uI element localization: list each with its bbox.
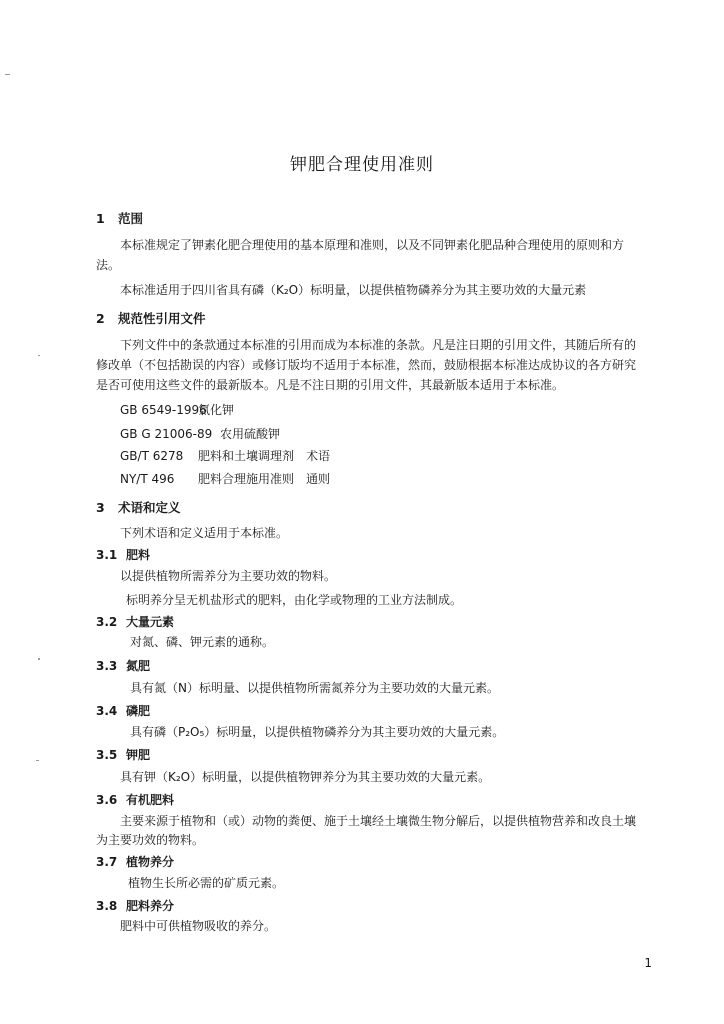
term-heading: [96, 613, 174, 630]
scan-mark: [36, 760, 39, 761]
paragraph-line: 法。: [96, 258, 121, 272]
reference-name: 农用硫酸钾: [220, 427, 281, 441]
term-definition: 植物生长所必需的矿质元素。: [128, 876, 285, 890]
term-title: 肥料: [126, 548, 151, 562]
paragraph-line: 下列文件中的条款通过本标准的引用而成为本标准的条款。凡是注日期的引用文件，其随后所有的: [120, 338, 637, 352]
term-heading: [96, 791, 174, 808]
term-definition: 以提供植物所需养分为主要功效的物料。: [120, 569, 337, 583]
term-heading: [96, 657, 150, 674]
term-definition: 对氮、磷、钾元素的通称。: [130, 635, 275, 649]
term-heading: [96, 546, 150, 563]
reference-item: [120, 401, 234, 418]
section-number: 1: [96, 211, 105, 226]
term-heading: [96, 853, 174, 870]
term-title: 植物养分: [126, 855, 175, 869]
term-number: 3.3: [96, 659, 118, 673]
term-definition: 主要来源于植物和（或）动物的粪便、施于土壤经土壤微生物分解后，以提供植物营养和改良土壤: [120, 814, 637, 828]
term-title: 磷肥: [126, 704, 151, 718]
section-heading: [96, 498, 181, 516]
scan-mark: [38, 355, 40, 356]
section-number: 3: [96, 500, 105, 515]
section-heading: [96, 209, 143, 227]
term-title: 氮肥: [126, 659, 151, 673]
section-title: 范围: [118, 211, 144, 226]
term-heading: [96, 746, 150, 763]
term-definition: 具有钾（K₂O）标明量，以提供植物钾养分为其主要功效的大量元素。: [120, 770, 491, 784]
reference-item: [120, 425, 280, 442]
term-definition: 具有磷（P₂O₅）标明量，以提供植物磷养分为其主要功效的大量元素。: [130, 725, 505, 739]
term-number: 3.7: [96, 855, 118, 869]
reference-name: 肥料合理施用准则 通则: [198, 472, 331, 486]
section-heading: [96, 309, 206, 327]
term-title: 肥料养分: [126, 899, 175, 913]
term-number: 3.6: [96, 793, 118, 807]
reference-name: 肥料和土壤调理剂 术语: [198, 449, 331, 463]
section-title: 术语和定义: [118, 500, 181, 515]
term-number: 3.5: [96, 748, 118, 762]
term-definition: 为主要功效的物料。: [96, 833, 205, 847]
term-number: 3.2: [96, 615, 118, 629]
reference-code: GB 6549-1996: [120, 403, 207, 417]
term-heading: [96, 897, 174, 914]
term-number: 3.4: [96, 704, 118, 718]
term-number: 3.1: [96, 548, 118, 562]
paragraph-line: 下列术语和定义适用于本标准。: [120, 526, 289, 540]
reference-item: [120, 470, 330, 487]
reference-code: GB G 21006-89: [120, 427, 213, 441]
term-definition: 具有氮（N）标明量、以提供植物所需氮养分为主要功效的大量元素。: [130, 681, 499, 695]
section-title: 规范性引用文件: [118, 311, 206, 326]
paragraph-line: 本标准适用于四川省具有磷（K₂O）标明量，以提供植物磷养分为其主要功效的大量元素: [120, 283, 587, 297]
scan-mark: [38, 658, 40, 660]
term-number: 3.8: [96, 899, 118, 913]
reference-code: GB/T 6278: [120, 449, 184, 463]
term-title: 大量元素: [126, 615, 175, 629]
page-number: 1: [644, 956, 652, 970]
term-title: 有机肥料: [126, 793, 175, 807]
term-definition: 肥料中可供植物吸收的养分。: [120, 919, 277, 933]
paragraph-line: 是否可使用这些文件的最新版本。凡是不注日期的引用文件，其最新版本适用于本标准。: [96, 378, 565, 392]
term-title: 钾肥: [126, 748, 151, 762]
document-title: 钾肥合理使用准则: [290, 155, 434, 175]
section-number: 2: [96, 311, 105, 326]
reference-name: 氯化钾: [198, 403, 235, 417]
paragraph-line: 修改单（不包括勘误的内容）或修订版均不适用于本标准，然而，鼓励根据本标准达成协议的各方研究: [96, 358, 637, 372]
reference-code: NY/T 496: [120, 472, 175, 486]
term-heading: [96, 702, 150, 719]
term-note: 标明养分呈无机盐形式的肥料，由化学或物理的工业方法制成。: [126, 593, 463, 607]
paragraph-line: 本标准规定了钾素化肥合理使用的基本原理和准则，以及不同钾素化肥品种合理使用的原则和方: [120, 238, 625, 252]
scan-mark: [5, 74, 10, 75]
reference-item: [120, 447, 330, 464]
